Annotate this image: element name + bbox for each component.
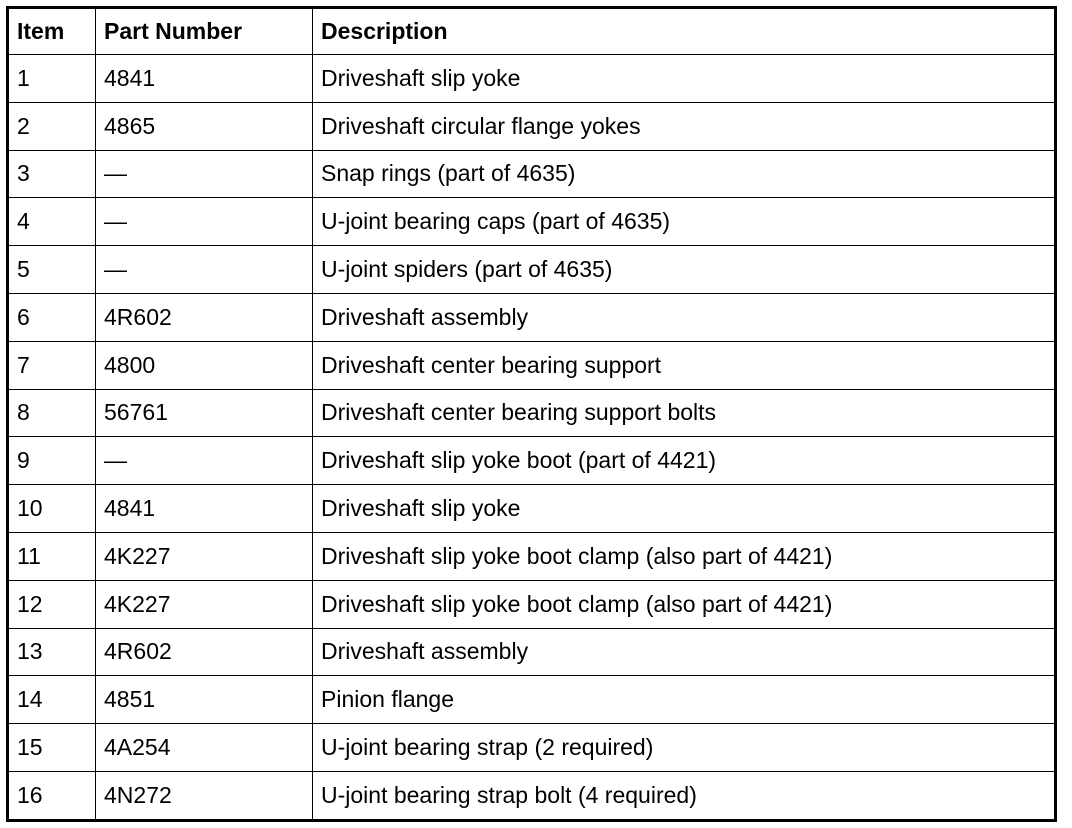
table-row (8, 724, 1056, 772)
table-row (8, 389, 1056, 437)
header-row (8, 8, 1056, 55)
description-cell: U-joint spiders (part of 4635) (313, 246, 1056, 294)
description-cell: U-joint bearing strap bolt (4 required) (313, 771, 1056, 820)
description-cell: Driveshaft slip yoke (313, 485, 1056, 533)
item-cell: 12 (8, 580, 96, 628)
item-cell: 13 (8, 628, 96, 676)
part-number-cell: 4R602 (96, 628, 313, 676)
table-row (8, 198, 1056, 246)
item-cell: 3 (8, 150, 96, 198)
part-number-cell: 4R602 (96, 293, 313, 341)
description-cell: Driveshaft assembly (313, 628, 1056, 676)
description-cell: Driveshaft slip yoke boot (part of 4421) (313, 437, 1056, 485)
table-row (8, 246, 1056, 294)
description-cell: Pinion flange (313, 676, 1056, 724)
item-cell: 2 (8, 102, 96, 150)
header-description: Description (313, 8, 1056, 55)
description-cell: U-joint bearing strap (2 required) (313, 724, 1056, 772)
part-number-cell: 4865 (96, 102, 313, 150)
table-row (8, 580, 1056, 628)
part-number-cell: 4800 (96, 341, 313, 389)
parts-table-body (8, 55, 1056, 821)
item-cell: 7 (8, 341, 96, 389)
parts-table (6, 6, 1057, 822)
part-number-cell: 4851 (96, 676, 313, 724)
table-row (8, 55, 1056, 103)
part-number-cell: 4841 (96, 485, 313, 533)
table-row (8, 628, 1056, 676)
table-row (8, 676, 1056, 724)
part-number-cell: 56761 (96, 389, 313, 437)
header-item: Item (8, 8, 96, 55)
part-number-cell: — (96, 150, 313, 198)
part-number-cell: — (96, 437, 313, 485)
table-row (8, 437, 1056, 485)
item-cell: 16 (8, 771, 96, 820)
description-cell: Driveshaft center bearing support bolts (313, 389, 1056, 437)
part-number-cell: — (96, 246, 313, 294)
item-cell: 9 (8, 437, 96, 485)
table-row (8, 293, 1056, 341)
table-row (8, 532, 1056, 580)
part-number-cell: 4N272 (96, 771, 313, 820)
item-cell: 10 (8, 485, 96, 533)
description-cell: Driveshaft center bearing support (313, 341, 1056, 389)
table-row (8, 341, 1056, 389)
part-number-cell: 4K227 (96, 532, 313, 580)
description-cell: Driveshaft slip yoke (313, 55, 1056, 103)
item-cell: 1 (8, 55, 96, 103)
part-number-cell: 4841 (96, 55, 313, 103)
item-cell: 14 (8, 676, 96, 724)
part-number-cell: 4A254 (96, 724, 313, 772)
table-row (8, 771, 1056, 820)
item-cell: 5 (8, 246, 96, 294)
part-number-cell: — (96, 198, 313, 246)
description-cell: U-joint bearing caps (part of 4635) (313, 198, 1056, 246)
description-cell: Driveshaft slip yoke boot clamp (also part of 4421) (313, 580, 1056, 628)
description-cell: Driveshaft slip yoke boot clamp (also part of 4421) (313, 532, 1056, 580)
item-cell: 15 (8, 724, 96, 772)
description-cell: Snap rings (part of 4635) (313, 150, 1056, 198)
item-cell: 8 (8, 389, 96, 437)
part-number-cell: 4K227 (96, 580, 313, 628)
description-cell: Driveshaft assembly (313, 293, 1056, 341)
item-cell: 11 (8, 532, 96, 580)
table-row (8, 102, 1056, 150)
description-cell: Driveshaft circular flange yokes (313, 102, 1056, 150)
table-row (8, 150, 1056, 198)
item-cell: 6 (8, 293, 96, 341)
header-part-number: Part Number (96, 8, 313, 55)
table-row (8, 485, 1056, 533)
item-cell: 4 (8, 198, 96, 246)
